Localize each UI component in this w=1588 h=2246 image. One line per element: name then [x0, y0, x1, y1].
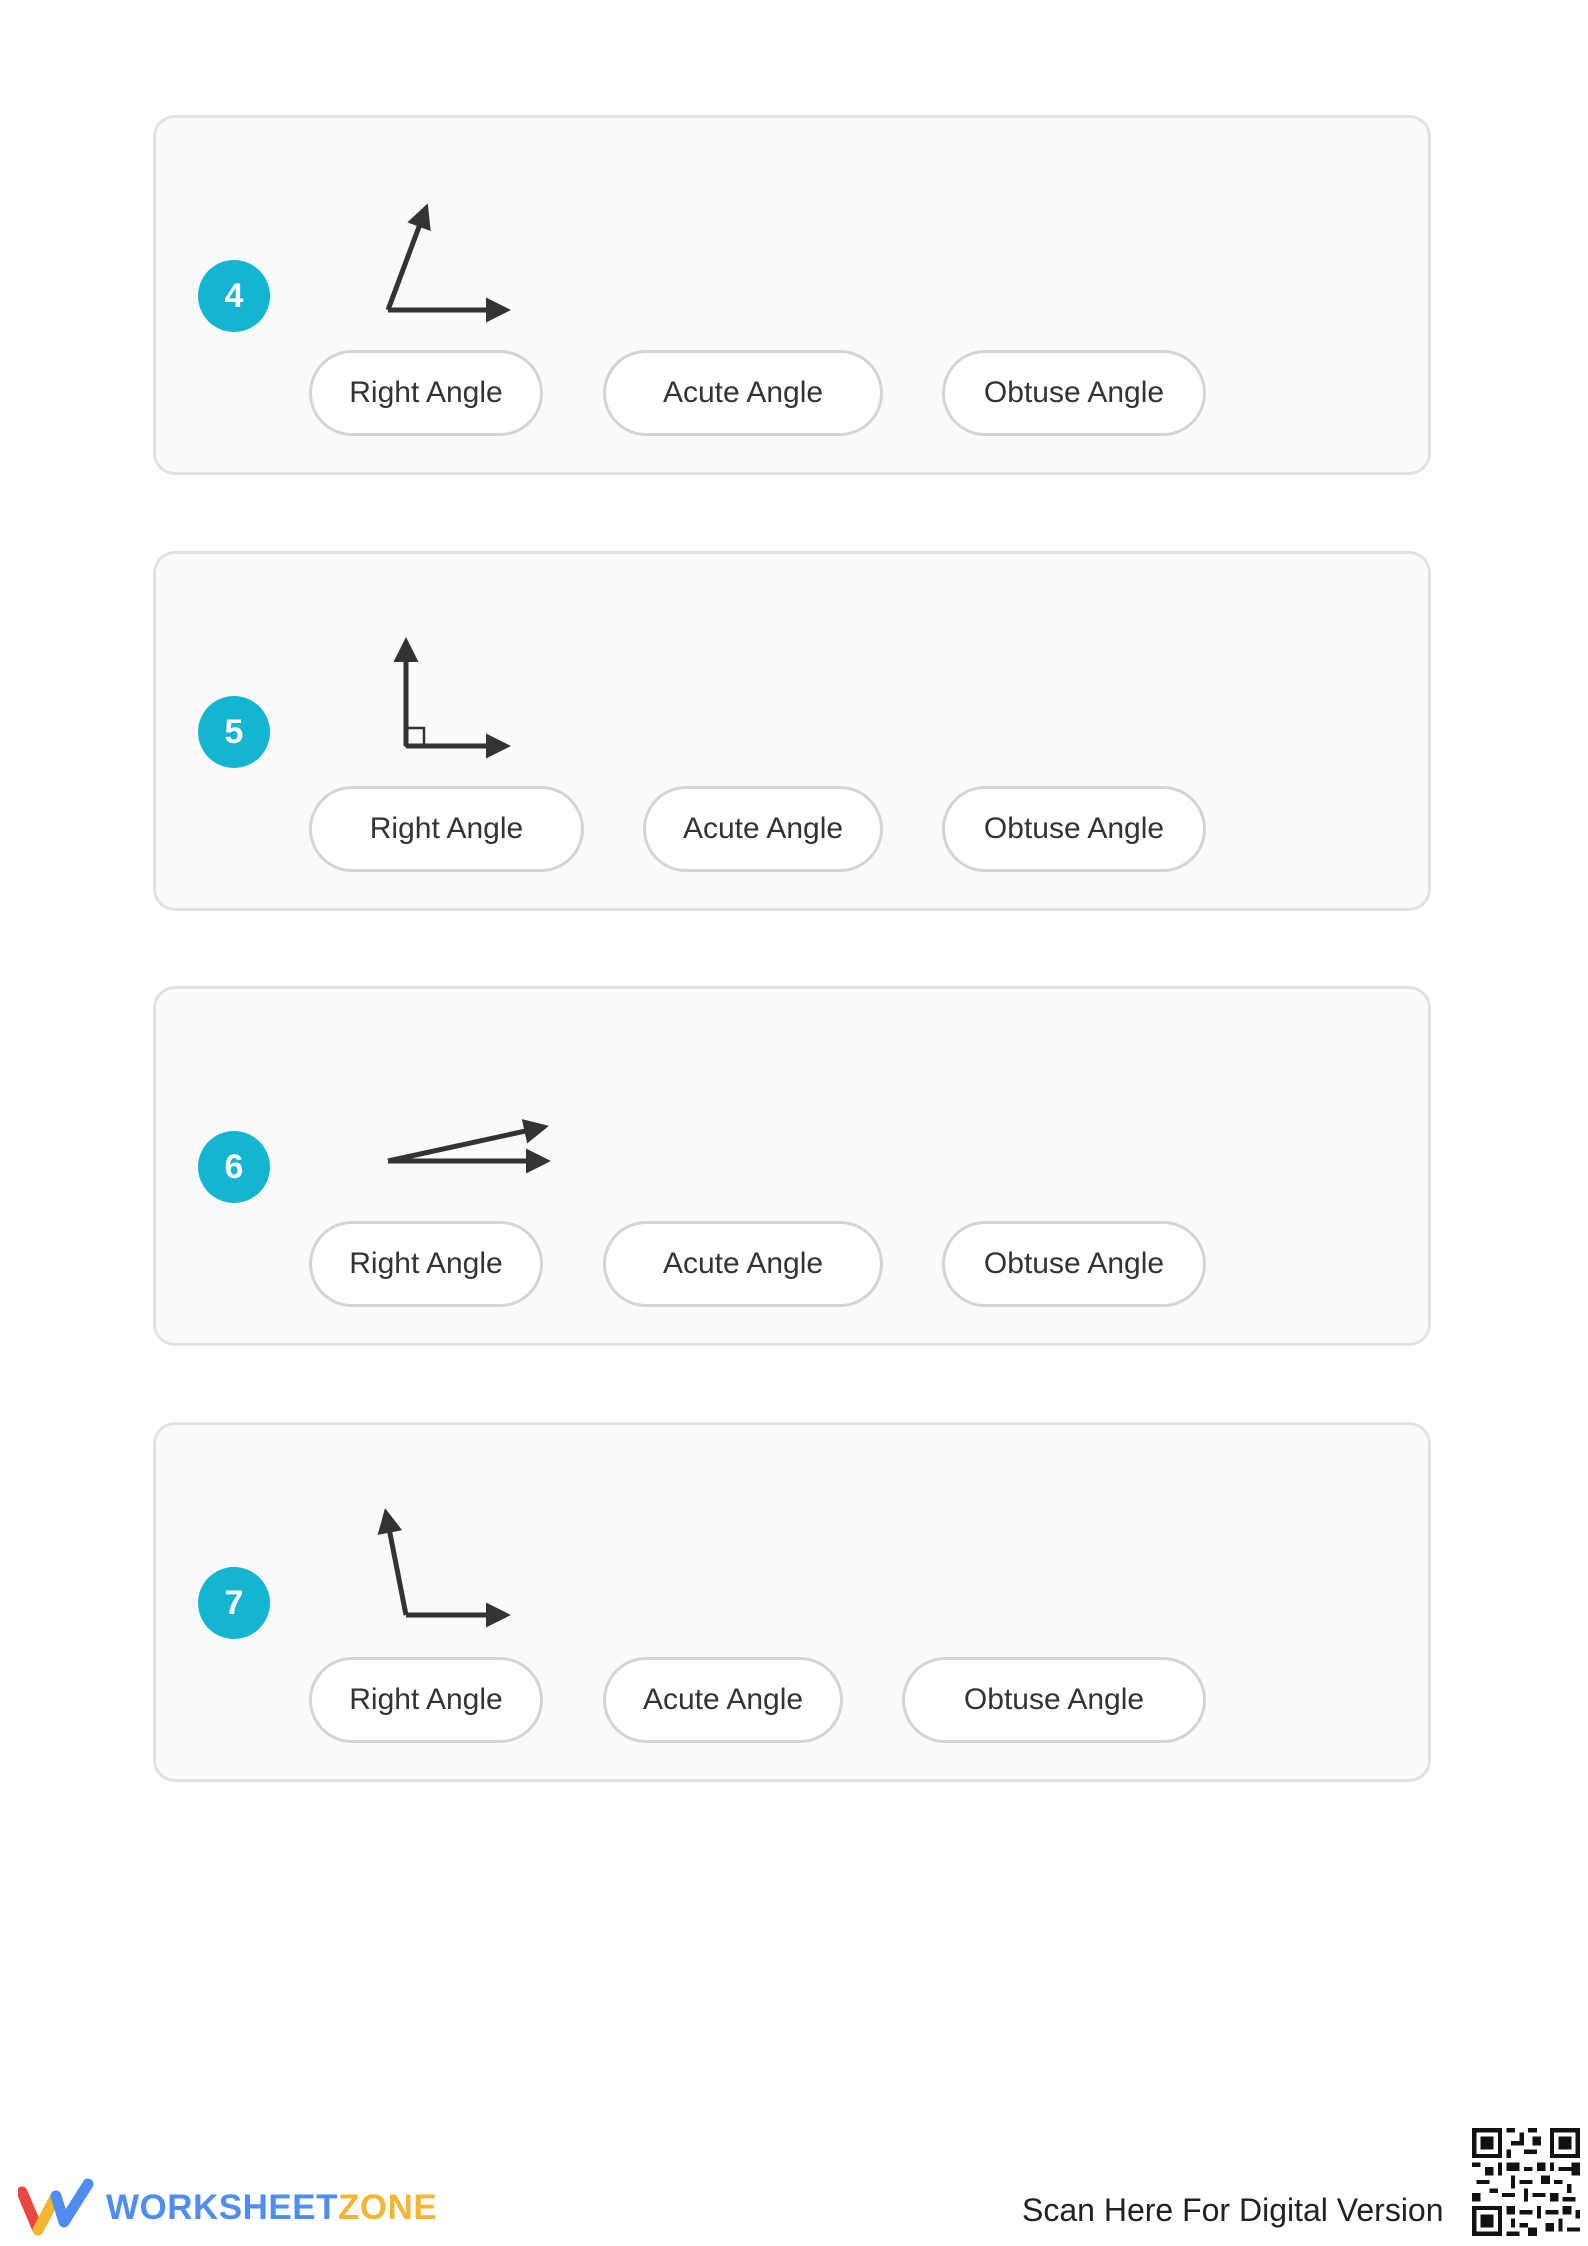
option-acute-angle[interactable]: Acute Angle [603, 1221, 883, 1307]
angle-figure-right-icon [346, 584, 566, 744]
question-number-badge: 5 [198, 696, 270, 768]
option-right-angle[interactable]: Right Angle [309, 1221, 543, 1307]
question-card-4 [153, 115, 1431, 475]
option-right-angle[interactable]: Right Angle [309, 786, 584, 872]
qr-code-icon[interactable] [1472, 2128, 1580, 2236]
question-number-badge: 4 [198, 260, 270, 332]
angle-figure-acute-icon [346, 148, 566, 308]
option-obtuse-angle[interactable]: Obtuse Angle [942, 350, 1206, 436]
option-acute-angle[interactable]: Acute Angle [643, 786, 883, 872]
option-right-angle[interactable]: Right Angle [309, 350, 543, 436]
option-acute-angle[interactable]: Acute Angle [603, 1657, 843, 1743]
question-number-badge: 6 [198, 1131, 270, 1203]
angle-figure-small-acute-icon [346, 1019, 566, 1179]
question-card-5 [153, 551, 1431, 911]
question-card-6 [153, 986, 1431, 1346]
brand-name-part2: ZONE [338, 2188, 438, 2227]
worksheetzone-logo-icon [18, 2178, 96, 2236]
question-number-badge: 7 [198, 1567, 270, 1639]
option-right-angle[interactable]: Right Angle [309, 1657, 543, 1743]
option-obtuse-angle[interactable]: Obtuse Angle [942, 786, 1206, 872]
scan-instruction: Scan Here For Digital Version [1022, 2192, 1444, 2228]
question-card-7 [153, 1422, 1431, 1782]
brand-name[interactable] [106, 2188, 437, 2228]
option-obtuse-angle[interactable]: Obtuse Angle [942, 1221, 1206, 1307]
option-obtuse-angle[interactable]: Obtuse Angle [902, 1657, 1206, 1743]
angle-figure-obtuse-icon [346, 1455, 566, 1615]
brand-name-part1: WORKSHEET [106, 2188, 338, 2227]
option-acute-angle[interactable]: Acute Angle [603, 350, 883, 436]
